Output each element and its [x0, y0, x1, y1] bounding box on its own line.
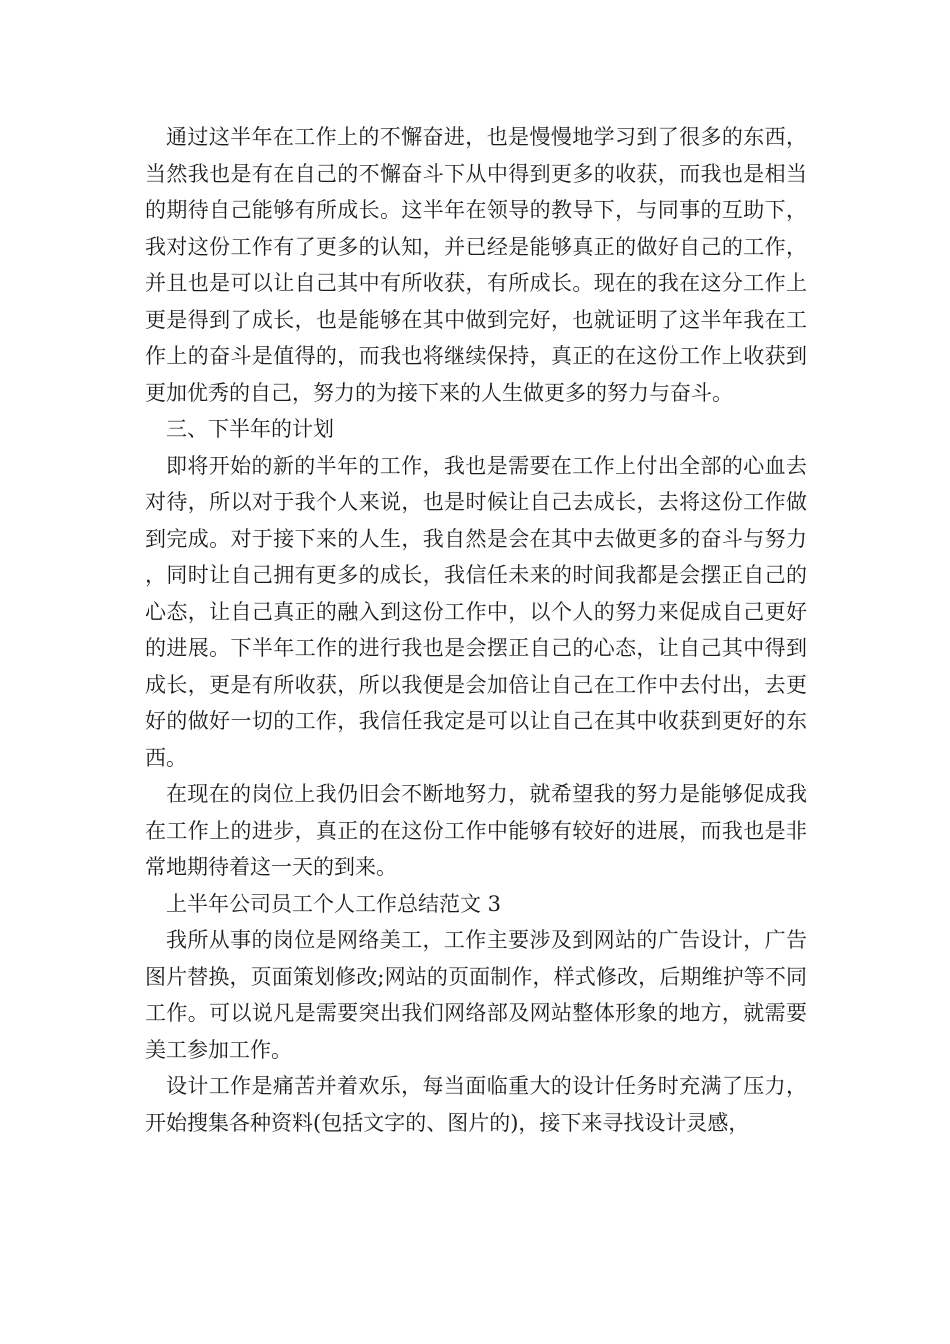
paragraph-web-designer-role: 我所从事的岗位是网络美工，工作主要涉及到网站的广告设计，广告图片替换，页面策划修改;网站的页面制作，样式修改，后期维护等不同工作。可以说凡是需要突出我们网络部及网站整体形象的地方，就需要美工参加工作。	[145, 928, 807, 1062]
paragraph-design-work: 设计工作是痛苦并着欢乐，每当面临重大的设计任务时充满了压力，开始搜集各种资料(包括文字的、图片的)，接下来寻找设计灵感，	[145, 1074, 807, 1135]
article-title-sample-3: 上半年公司员工个人工作总结范文 3	[166, 891, 502, 916]
document-body	[145, 119, 807, 1141]
paragraph-continued-effort: 在现在的岗位上我仍旧会不断地努力，就希望我的努力是能够促成我在工作上的进步，真正的在这份工作中能够有较好的进展，而我也是非常地期待着这一天的到来。	[145, 782, 807, 879]
section-heading-second-half-plan: 三、下半年的计划	[166, 417, 334, 441]
paragraph-second-half-plan: 即将开始的新的半年的工作，我也是需要在工作上付出全部的心血去对待，所以对于我个人来说，也是时候让自己去成长，去将这份工作做到完成。对于接下来的人生，我自然是会在其中去做更多的奋斗与努力，同时让自己拥有更多的成长，我信任未来的时间我都是会摆正自己的心态，让自己真正的融入到这份工作中，以个人的努力来促成自己更好的进展。下半年工作的进行我也是会摆正自己的心态，让自己其中得到成长，更是有所收获，所以我便是会加倍让自己在工作中去付出，去更好的做好一切的工作，我信任我定是可以让自己在其中收获到更好的东西。	[145, 453, 807, 770]
paragraph-growth-summary: 通过这半年在工作上的不懈奋进，也是慢慢地学习到了很多的东西，当然我也是有在自己的不懈奋斗下从中得到更多的收获，而我也是相当的期待自己能够有所成长。这半年在领导的教导下，与同事的互助下，我对这份工作有了更多的认知，并已经是能够真正的做好自己的工作，并且也是可以让自己其中有所收获，有所成长。现在的我在这分工作上更是得到了成长，也是能够在其中做到完好，也就证明了这半年我在工作上的奋斗是值得的，而我也将继续保持，真正的在这份工作上收获到更加优秀的自己，努力的为接下来的人生做更多的努力与奋斗。	[145, 125, 807, 405]
